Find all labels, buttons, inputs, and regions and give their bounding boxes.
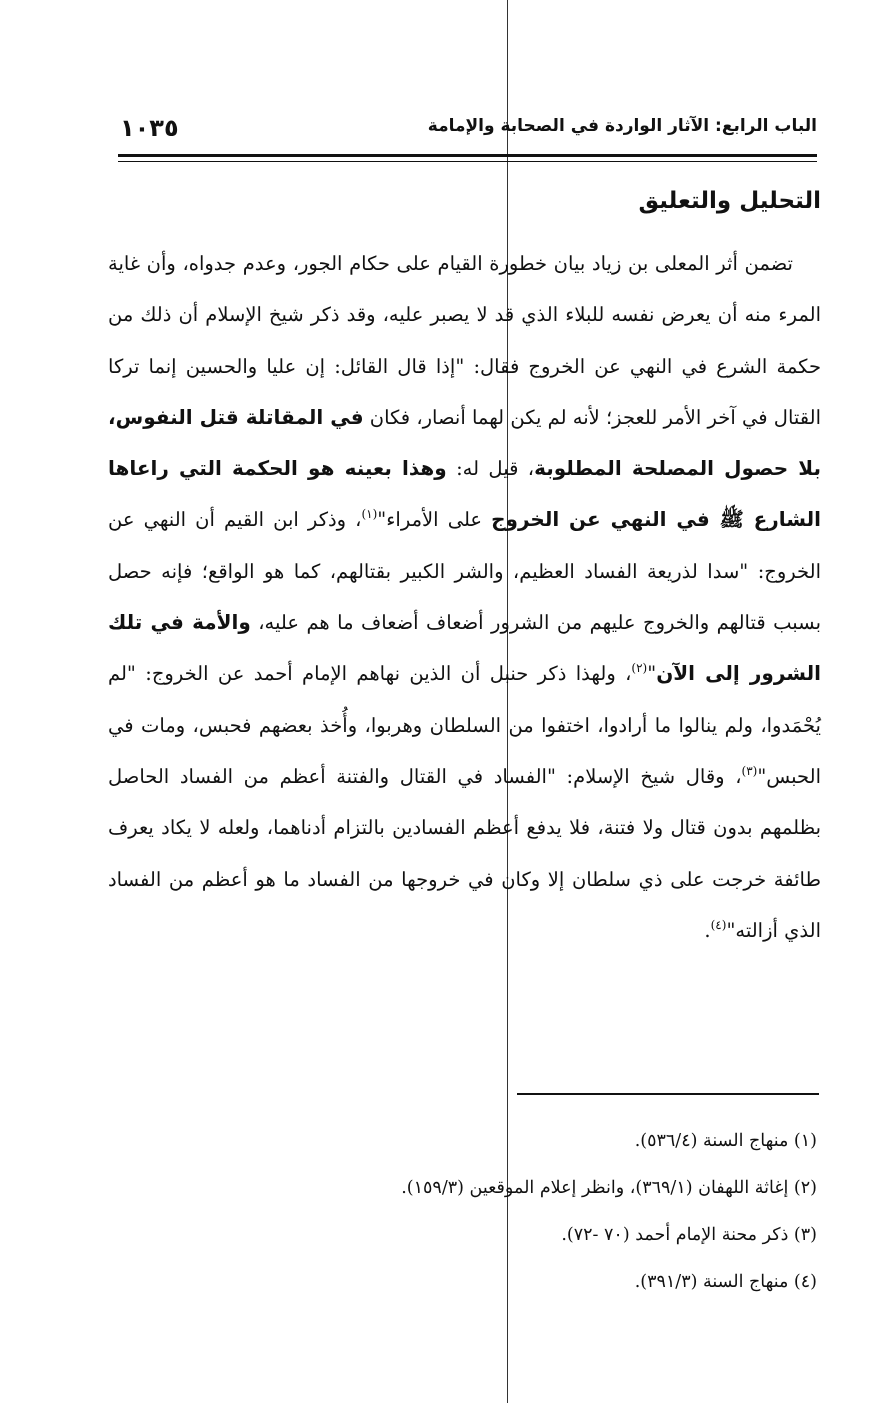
text-segment: " (647, 662, 657, 686)
running-title: الباب الرابع: الآثار الواردة في الصحابة والإمامة (427, 116, 817, 136)
page-number: ١٠٣٥ (120, 114, 179, 142)
footnote-item: (٢) إغاثة اللهفان (٣٦٩/١)، وانظر إعلام الموقعين (١٥٩/٣). (401, 1178, 817, 1198)
text-segment: ، وذكر ابن القيم أن النهي عن الخروج: "سدا لذريعة الفساد العظيم، والشر الكبير بقتالهم، كما هو الواقع؛ فإنه حصل بسبب قتالهم والخروج عليهم من الشرور أضعاف أضعاف ما هم عليه، (108, 508, 822, 635)
footnote-marker: (٢) (631, 661, 648, 676)
footnote-marker: (٣) (741, 764, 758, 779)
bold-emphasis: في المقاتلة قتل النفوس، بلا حصول المصلحة المطلوبة (108, 404, 821, 481)
footnote-separator (517, 1093, 819, 1095)
footnote-marker: (١) (361, 507, 378, 522)
section-heading: التحليل والتعليق (638, 188, 821, 214)
footnotes-list (118, 1118, 817, 1306)
bold-emphasis: والأمة في تلك الشرور إلى الآن (108, 610, 821, 686)
footnote-item: (٤) منهاج السنة (٣٩١/٣). (634, 1272, 817, 1292)
body-text (108, 238, 821, 956)
text-segment: على الأمراء" (377, 508, 492, 532)
main-paragraph (108, 238, 821, 956)
page-header (118, 114, 817, 150)
text-segment: تضمن أثر المعلى بن زياد بيان خطورة القيام على حكام الجور، وعدم جدواه، وأن غاية المرء منه أن يعرض نفسه للبلاء الذي قد لا يصبر عليه، وقد ذكر شيخ الإسلام أن ذلك من حكمة الشرع في النهي عن الخروج فقال: "إذا قال القائل: إن عليا والحسين إنما تركا القتال في آخر الأمر للعجز؛ لأنه لم يكن لهما أنصار، فكان (108, 252, 821, 429)
text-segment: ، وقال شيخ الإسلام: "الفساد في القتال والفتنة أعظم من الفساد الحاصل بظلمهم بدون قتال ولا فتنة، فلا يدفع أعظم الفسادين بالتزام أدناهما، ولعله لا يكاد يعرف طائفة خرجت على ذي سلطان إلا وكان في خروجها من الفساد ما هو أعظم من الفساد الذي أزالته" (108, 764, 821, 942)
header-rule-thin (118, 161, 817, 162)
header-rule-thick (118, 154, 817, 157)
text-segment: . (704, 918, 711, 942)
footnote-item: (١) منهاج السنة (٥٣٦/٤). (634, 1131, 817, 1151)
text-segment: ، قيل له: (446, 457, 535, 481)
bold-emphasis: وهذا بعينه هو الحكمة التي راعاها الشارع ﷺ في النهي عن الخروج (108, 456, 821, 532)
footnote-marker: (٤) (710, 918, 727, 933)
footnote-item: (٣) ذكر محنة الإمام أحمد (٧٠ -٧٢). (561, 1225, 817, 1245)
text-segment: ، ولهذا ذكر حنبل أن الذين نهاهم الإمام أحمد عن الخروج: "لم يُحْمَدوا، ولم ينالوا ما أرادوا، اختفوا من السلطان وهربوا، وأُخذ بعضهم فحبس، ومات في الحبس" (108, 662, 821, 788)
